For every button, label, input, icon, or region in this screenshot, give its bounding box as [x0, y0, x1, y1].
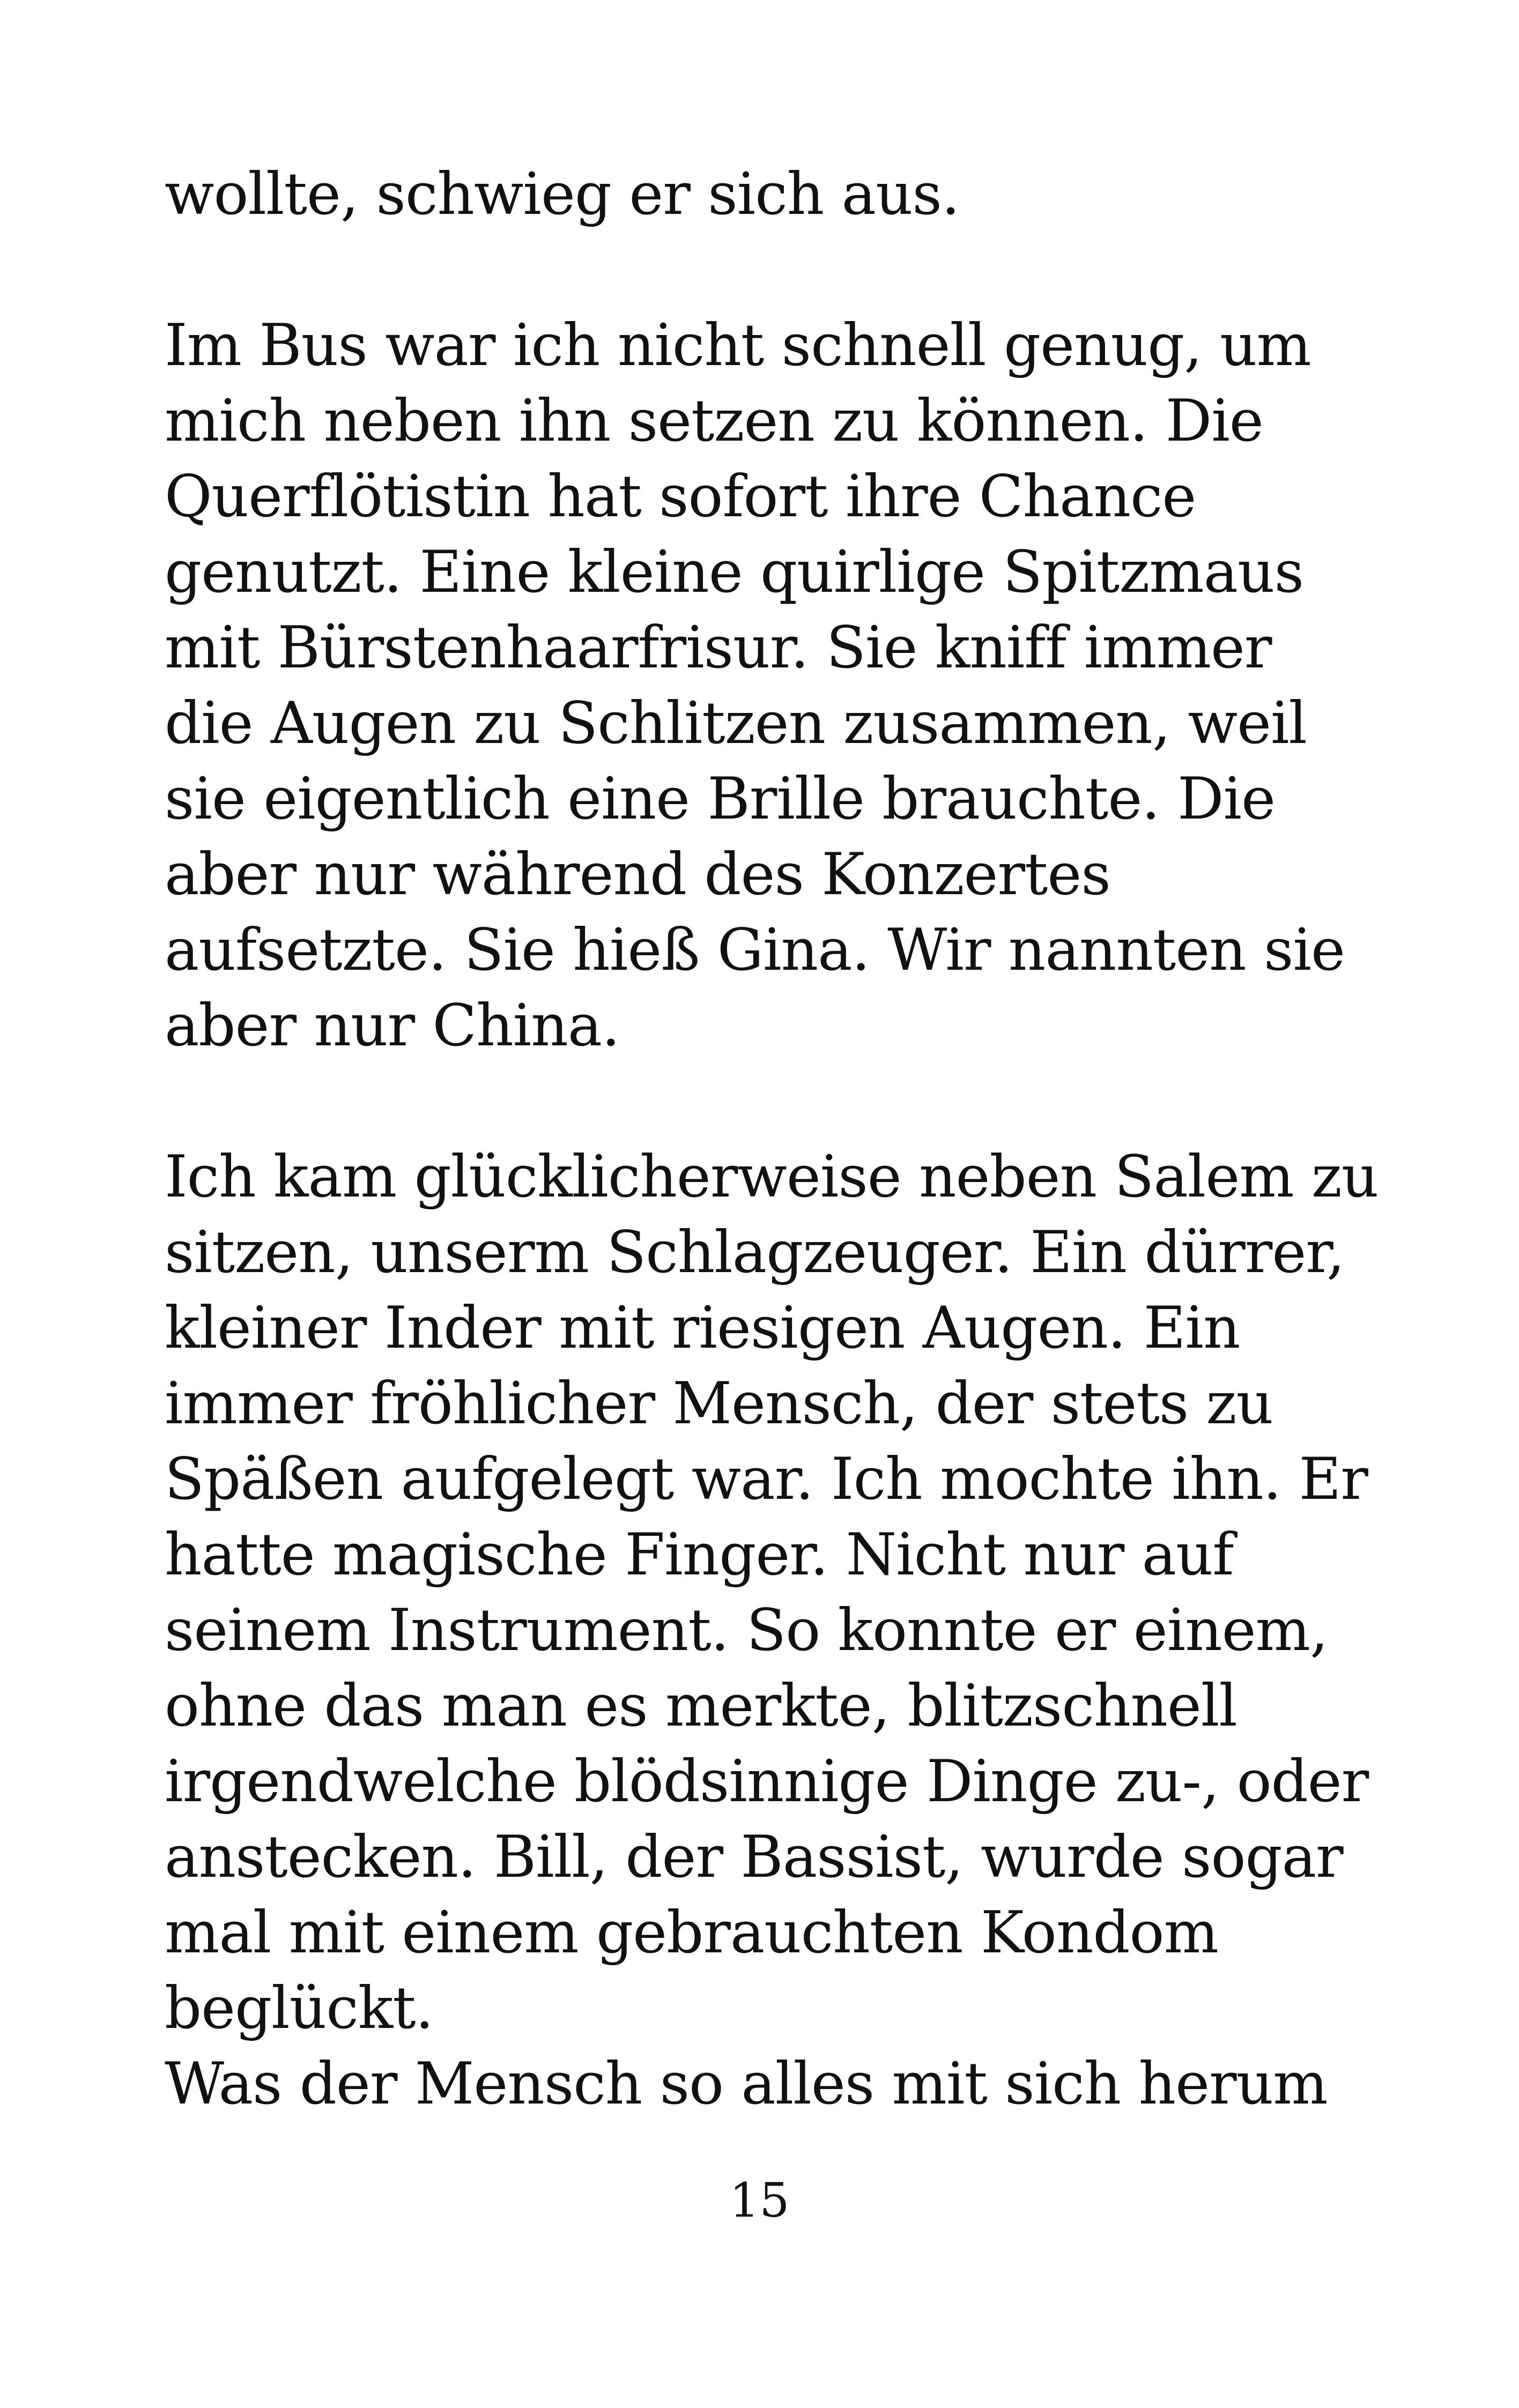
paragraph	[165, 1139, 1398, 2046]
text-line: mich neben ihn setzen zu können. Die	[165, 388, 1263, 455]
paragraph	[165, 308, 1398, 1064]
text-line: irgendwelche blödsinnige Dinge zu-, oder	[165, 1748, 1369, 1815]
text-line: kleiner Inder mit riesigen Augen. Ein	[165, 1295, 1240, 1362]
text-line: Querflötistin hat sofort ihre Chance	[165, 463, 1196, 530]
body-text	[165, 157, 1398, 2122]
paragraph	[165, 2046, 1398, 2122]
text-line: aber nur China.	[165, 992, 620, 1059]
text-line: seinem Instrument. So konnte er einem,	[165, 1597, 1328, 1664]
text-line: die Augen zu Schlitzen zusammen, weil	[165, 690, 1307, 757]
text-line: Im Bus war ich nicht schnell genug, um	[165, 312, 1311, 379]
text-line: Ich kam glücklicherweise neben Salem zu	[165, 1143, 1379, 1210]
text-line: sie eigentlich eine Brille brauchte. Die	[165, 765, 1276, 833]
paragraph	[165, 157, 1398, 232]
text-line: sitzen, unserm Schlagzeuger. Ein dürrer,	[165, 1219, 1345, 1286]
text-line: genutzt. Eine kleine quirlige Spitzmaus	[165, 539, 1304, 606]
text-line: Späßen aufgelegt war. Ich mochte ihn. Er	[165, 1446, 1368, 1513]
paragraph-gap	[165, 1064, 1398, 1139]
text-line: immer fröhlicher Mensch, der stets zu	[165, 1370, 1273, 1437]
paragraph-gap	[165, 232, 1398, 308]
text-line: wollte, schwieg er sich aus.	[165, 161, 960, 228]
text-line: mit Bürstenhaarfrisur. Sie kniff immer	[165, 614, 1272, 681]
text-line: hatte magische Finger. Nicht nur auf	[165, 1521, 1234, 1588]
page-number: 15	[729, 2173, 790, 2228]
text-line: aber nur während des Konzertes	[165, 841, 1110, 908]
text-line: beglückt.	[165, 1975, 433, 2042]
text-line: Was der Mensch so alles mit sich herum	[165, 2050, 1328, 2117]
text-line: mal mit einem gebrauchten Kondom	[165, 1899, 1218, 1966]
text-line: anstecken. Bill, der Bassist, wurde sogar	[165, 1824, 1343, 1891]
text-line: aufsetzte. Sie hieß Gina. Wir nannten sie	[165, 917, 1345, 984]
text-line: ohne das man es merkte, blitzschnell	[165, 1673, 1237, 1740]
